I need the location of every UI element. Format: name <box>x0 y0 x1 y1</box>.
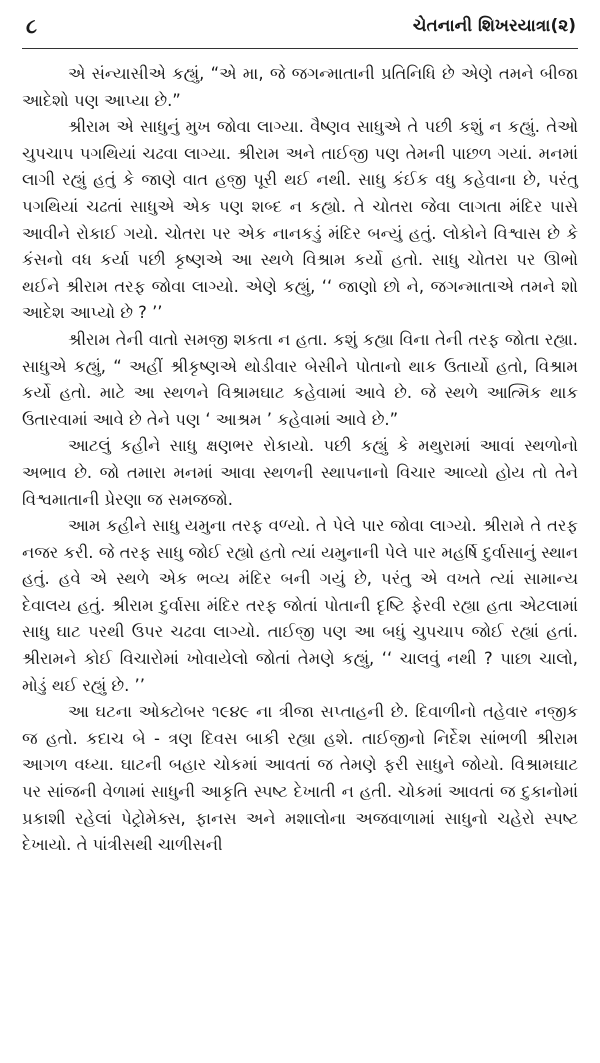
paragraph: એ સંન્યાસીએ કહ્યું, “એ મા, જે જગન્માતાની પ્રતિનિધિ છે એણે તમને બીજા આદેશો પણ આપ્યા છે.” <box>22 64 578 110</box>
body-text <box>22 61 578 859</box>
running-title: ચેતનાની શિખરયાત્રા(૨) <box>412 16 576 36</box>
page-header <box>22 14 578 49</box>
paragraph: આટલું કહીને સાધુ ક્ષણભર રોકાયો. પછી કહ્યું કે મથુરામાં આવાં સ્થળોનો અભાવ છે. જો તમારા મનમાં આવા સ્થળની સ્થાપનાનો વિચાર આવ્યો હોય તો તેને વિશ્વમાતાની પ્રેરણા જ સમજજો. <box>22 436 578 509</box>
paragraph: આમ કહીને સાધુ યમુના તરફ વળ્યો. તે પેલે પાર જોવા લાગ્યો. શ્રીરામે તે તરફ નજર કરી. જે તરફ સાધુ જોઈ રહ્યો હતો ત્યાં યમુનાની પેલે પાર મહર્ષિ દુર્વાસાનું સ્થાન હતું. હવે એ સ્થળે એક ભવ્ય મંદિર બની ગયું છે, પરંતુ એ વખતે ત્યાં સામાન્ય દેવાલય હતું. શ્રીરામ દુર્વાસા મંદિર તરફ જોતાં પોતાની દૃષ્ટિ ફેરવી રહ્યા હતા એટલામાં સાધુ ઘાટ પરથી ઉપર ચઢવા લાગ્યો. તાઈજી પણ આ બધું ચુપચાપ જોઈ રહ્યાં હતાં. શ્રીરામને કોઈ વિચારોમાં ખોવાયેલો જોતાં તેમણે કહ્યું, ‘‘ ચાલવું નથી ? પાછા ચાલો, મોડું થઈ રહ્યું છે. ’’ <box>22 516 578 695</box>
paragraph: શ્રીરામ તેની વાતો સમજી શકતા ન હતા. કશું કહ્યા વિના તેની તરફ જોતા રહ્યા. સાધુએ કહ્યું, “ અહીં શ્રીકૃષ્ણએ થોડીવાર બેસીને પોતાનો થાક ઉતાર્યો હતો, વિશ્રામ કર્યો હતો. માટે આ સ્થળને વિશ્રામઘાટ કહેવામાં આવે છે. જે સ્થળે આત્મિક થાક ઉતારવામાં આવે છે તેને પણ ‘ આશ્રમ ’ કહેવામાં આવે છે.” <box>22 329 578 429</box>
paragraph: શ્રીરામ એ સાધુનું મુખ જોવા લાગ્યા. વૈષ્ણવ સાધુએ તે પછી કશું ન કહ્યું. તેઓ ચુપચાપ પગથિયાં ચઢવા લાગ્યા. શ્રીરામ અને તાઈજી પણ તેમની પાછળ ગયાં. મનમાં લાગી રહ્યું હતું કે જાણે વાત હજી પૂરી થઈ નથી. સાધુ કંઈક વધુ કહેવાના છે, પરંતુ પગથિયાં ચઢતાં સાધુએ એક પણ શબ્દ ન કહ્યો. તે ચોતરા જેવા લાગતા મંદિર પાસે આવીને રોકાઈ ગયો. ચોતરા પર એક નાનકડું મંદિર બન્યું હતું. લોકોને વિશ્વાસ છે કે કંસનો વધ કર્યા પછી કૃષ્ણએ આ સ્થળે વિશ્રામ કર્યો હતો. સાધુ ચોતરા પર ઊભો થઈને શ્રીરામ તરફ જોવા લાગ્યો. એણે કહ્યું, ‘‘ જાણો છો ને, જગન્માતાએ તમને શો આદેશ આપ્યો છે ? ’’ <box>22 117 578 323</box>
paragraph: આ ઘટના ઓક્ટોબર ૧૯૪૯ ના ત્રીજા સપ્તાહની છે. દિવાળીનો તહેવાર નજીક જ હતો. કદાચ બે - ત્રણ દિવસ બાકી રહ્યા હશે. તાઈજીનો નિર્દેશ સાંભળી શ્રીરામ આગળ વધ્યા. ઘાટની બહાર ચોકમાં આવતાં જ તેમણે ફરી સાધુને જોયો. વિશ્રામઘાટ પર સાંજની વેળામાં સાધુની આકૃતિ સ્પષ્ટ દેખાતી ન હતી. ચોકમાં આવતાં જ દુકાનોમાં પ્રકાશી રહેલાં પેટ્રોમેક્સ, ફાનસ અને મશાલોના અજવાળામાં સાધુનો ચહેરો સ્પષ્ટ દેખાયો. તે પાંત્રીસથી ચાળીસની <box>22 702 578 855</box>
page-number: ૮ <box>26 14 37 38</box>
